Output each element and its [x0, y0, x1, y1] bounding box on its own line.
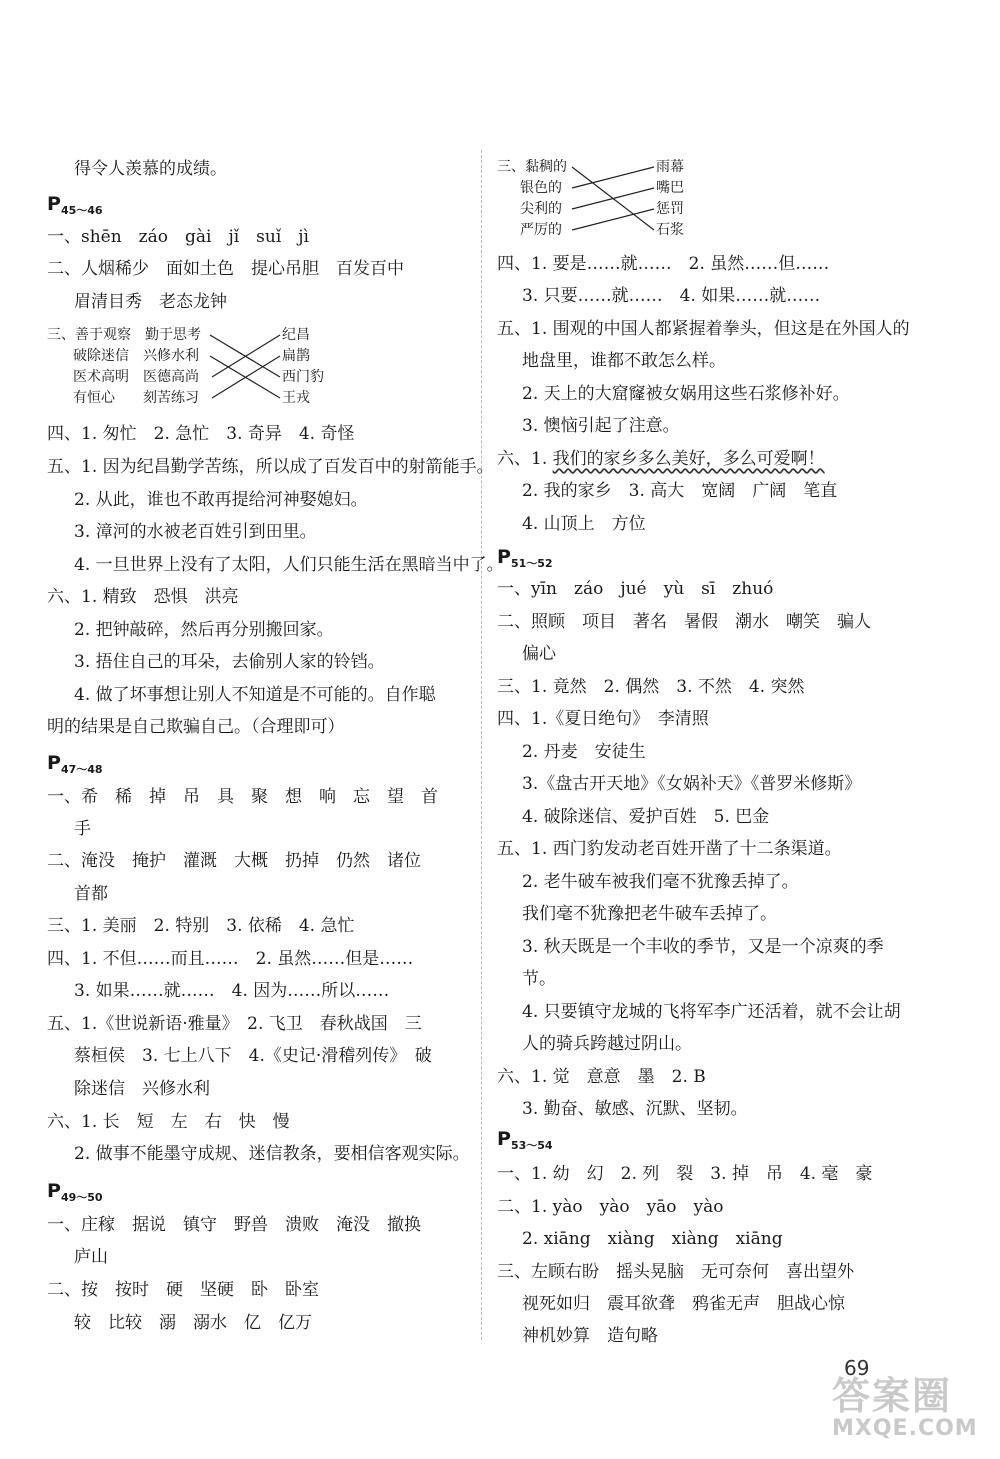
match-lines-right: [0, 0, 1000, 250]
watermark-url: MXQE.COM: [832, 1416, 978, 1441]
p53-q3a: 三、左顾右盼 摇头晃脑 无可奈何 喜出望外: [497, 1262, 854, 1282]
watermark: [832, 1375, 978, 1441]
p51-q5-4a: 4. 只要镇守龙城的飞将军李广还活着，就不会让胡: [522, 1002, 901, 1022]
p49-q2a: 二、按 按时 硬 坚硬 卧 卧室: [47, 1280, 319, 1300]
match2-right-2: 嘴巴: [656, 180, 684, 196]
p47-q4a: 四、1. 不但……而且…… 2. 虽然……但是……: [47, 949, 414, 969]
p51-q5-1: 五、1. 西门豹发动老百姓开凿了十二条渠道。: [497, 839, 842, 859]
p53-q2-1: 二、1. yào yào yāo yào: [497, 1197, 724, 1217]
p51-q5-2a: 2. 老牛破车被我们毫不犹豫丢掉了。: [522, 872, 799, 892]
p51-q4-2: 2. 丹麦 安徒生: [522, 742, 646, 762]
match2-right-1: 雨幕: [656, 159, 684, 175]
p47-q4b: 3. 如果……就…… 4. 因为……所以……: [74, 981, 390, 1001]
p45-q6-1: 六、1. 精致 恐惧 洪亮: [47, 587, 239, 607]
r-q5-2: 2. 天上的大窟窿被女娲用这些石浆修补好。: [522, 384, 850, 404]
p53-q2-2: 2. xiāng xiàng xiàng xiāng: [522, 1229, 783, 1249]
column-divider: [481, 150, 482, 1340]
p51-q4-3: 3.《盘古开天地》《女娲补天》《普罗米修斯》: [522, 774, 862, 794]
r-q5-1a: 五、1. 围观的中国人都紧握着拳头，但这是在外国人的: [497, 319, 910, 339]
match2-line-4: [572, 209, 654, 230]
match2-line-2: [572, 167, 654, 188]
r-q5-1b: 地盘里，谁都不敢怎么样。: [522, 351, 726, 371]
p51-q5-3b: 节。: [522, 969, 556, 989]
p45-q5-2: 2. 从此，谁也不敢再提给河神娶媳妇。: [74, 490, 368, 510]
p51-q5-3a: 3. 秋天既是一个丰收的季节，又是一个凉爽的季: [522, 937, 884, 957]
p51-q6-3: 3. 勤奋、敏感、沉默、坚韧。: [522, 1099, 748, 1119]
p53-q3b: 视死如归 震耳欲聋 鸦雀无声 胆战心惊: [522, 1294, 845, 1314]
match-left-3: 医术高明 医德高尚: [73, 369, 199, 385]
p45-q2a: 二、人烟稀少 面如土色 提心吊胆 百发百中: [47, 259, 404, 279]
p45-q5-1: 五、1. 因为纪昌勤学苦练，所以成了百发百中的射箭能手。: [47, 457, 494, 477]
p47-q3: 三、1. 美丽 2. 特别 3. 依稀 4. 急忙: [47, 916, 355, 936]
p51-q4-1: 四、1.《夏日绝句》 李清照: [497, 709, 709, 729]
section-heading-p51: $P_{51\sim 52}$: [497, 546, 553, 570]
p49-q1a: 一、庄稼 据说 镇守 野兽 溃败 淹没 撤换: [47, 1215, 421, 1235]
match-right-2: 扁鹊: [282, 348, 310, 364]
match2-left-2: 银色的: [520, 180, 562, 196]
match-right-3: 西门豹: [282, 369, 324, 385]
p45-q6-4b: 明的结果是自己欺骗自己。（合理即可）: [47, 717, 345, 737]
p47-q2b: 首都: [74, 884, 108, 904]
p45-q4: 四、1. 匆忙 2. 急忙 3. 奇异 4. 奇怪: [47, 424, 355, 444]
wavy-underlined-answer: 我们的家乡多么美好，多么可爱啊！: [552, 449, 825, 469]
p47-q5a: 五、1.《世说新语·雅量》 2. 飞卫 春秋战国 三: [47, 1014, 422, 1034]
p45-q6-3: 3. 捂住自己的耳朵，去偷别人家的铃铛。: [74, 652, 385, 672]
p51-q5-2b: 我们毫不犹豫把老牛破车丢掉了。: [522, 904, 777, 924]
p53-q3c: 神机妙算 造句略: [522, 1326, 658, 1346]
match-left-1: 三、善于观察 勤于思考: [47, 327, 201, 343]
match-left-2: 破除迷信 兴修水利: [73, 348, 199, 364]
p51-q1: 一、yīn záo jué yù sī zhuó: [497, 579, 774, 599]
r-q6-2: 2. 我的家乡 3. 高大 宽阔 广阔 笔直: [522, 481, 838, 501]
p47-q2a: 二、淹没 掩护 灌溉 大概 扔掉 仍然 诸位: [47, 851, 421, 871]
section-heading-p53: $P_{53\sim 54}$: [497, 1128, 553, 1152]
p51-q3: 三、1. 竟然 2. 偶然 3. 不然 4. 突然: [497, 677, 805, 697]
p47-q6-1: 六、1. 长 短 左 右 快 慢: [47, 1112, 290, 1132]
section-heading-p49: $P_{49\sim 50}$: [47, 1180, 103, 1204]
p45-q5-4: 4. 一旦世界上没有了太阳，人们只能生活在黑暗当中了。: [74, 555, 504, 575]
r-q4a: 四、1. 要是……就…… 2. 虽然……但……: [497, 254, 830, 274]
p47-q1b: 手: [74, 819, 91, 839]
match2-left-4: 严厉的: [520, 222, 562, 238]
r-q6-4: 4. 山顶上 方位: [522, 514, 646, 534]
r-q5-3: 3. 懊恼引起了注意。: [522, 416, 680, 436]
p45-q1: 一、shēn záo gài jǐ suǐ jì: [47, 227, 309, 247]
match-right-4: 王戎: [282, 390, 310, 406]
p51-q2b: 偏心: [522, 644, 556, 664]
r-q6-1: 六、1. 我们的家乡多么美好，多么可爱啊！: [497, 449, 825, 469]
match-left-4: 有恒心 刻苦练习: [73, 390, 199, 406]
p45-q6-2: 2. 把钟敲碎，然后再分别搬回家。: [74, 620, 334, 640]
match2-right-4: 石浆: [656, 222, 684, 238]
p45-q5-3: 3. 漳河的水被老百姓引到田里。: [74, 522, 317, 542]
match-right-1: 纪昌: [282, 327, 310, 343]
match2-line-3: [572, 188, 654, 209]
intro-line: 得令人羡慕的成绩。: [74, 159, 227, 179]
p47-q6-2: 2. 做事不能墨守成规、迷信教条，要相信客观实际。: [74, 1144, 470, 1164]
r-q4b: 3. 只要……就…… 4. 如果……就……: [522, 286, 821, 306]
p49-q1b: 庐山: [74, 1247, 108, 1267]
p53-q1: 一、1. 幼 幻 2. 列 裂 3. 掉 吊 4. 毫 豪: [497, 1164, 873, 1184]
p45-q2b: 眉清目秀 老态龙钟: [74, 292, 227, 312]
section-heading-p47: $P_{47\sim 48}$: [47, 752, 103, 776]
watermark-main: 答案圈: [832, 1374, 953, 1418]
p45-q6-4a: 4. 做了坏事想让别人不知道是不可能的。自作聪: [74, 685, 436, 705]
p51-q4-4: 4. 破除迷信、爱护百姓 5. 巴金: [522, 807, 770, 827]
match2-left-3: 尖利的: [520, 201, 562, 217]
match2-right-3: 惩罚: [656, 201, 684, 217]
p51-q6-1: 六、1. 觉 意意 墨 2. B: [497, 1067, 706, 1087]
p51-q5-4b: 人的骑兵跨越过阴山。: [522, 1034, 692, 1054]
section-heading-p45: $P_{45\sim 46}$: [47, 193, 103, 217]
page-number: 69: [844, 1356, 870, 1380]
p49-q2b: 较 比较 溺 溺水 亿 亿万: [74, 1313, 312, 1333]
p51-q2a: 二、照顾 项目 著名 暑假 潮水 嘲笑 骗人: [497, 612, 871, 632]
p47-q1a: 一、希 稀 掉 吊 具 聚 想 响 忘 望 首: [47, 787, 438, 807]
p47-q5c: 除迷信 兴修水利: [74, 1079, 210, 1099]
p47-q5b: 蔡桓侯 3. 七上八下 4.《史记·滑稽列传》 破: [74, 1046, 432, 1066]
match2-left-1: 三、黏稠的: [497, 159, 567, 175]
